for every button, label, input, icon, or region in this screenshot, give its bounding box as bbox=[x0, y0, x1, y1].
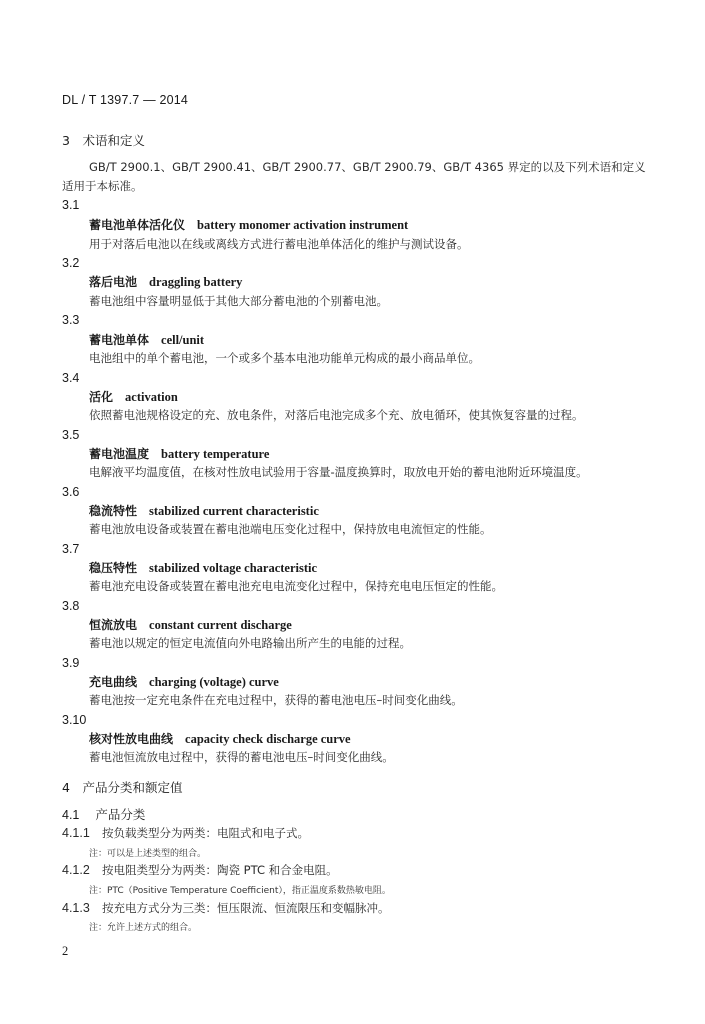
term-number: 3.1 bbox=[62, 198, 80, 212]
term-cn: 蓄电池单体活化仪 bbox=[89, 218, 186, 232]
clause-number: 4.1.1 bbox=[62, 826, 90, 840]
clause-number: 4.1.2 bbox=[62, 863, 90, 877]
term-definition: 电解液平均温度值，在核对性放电试验用于容量-温度换算时，取放电开始的蓄电池附近环境温度。 bbox=[89, 465, 588, 479]
term-en: constant current discharge bbox=[149, 618, 292, 632]
term-cn: 活化 bbox=[89, 390, 114, 404]
section-4-heading: 4 产品分类和额定值 bbox=[62, 780, 183, 795]
term-definition: 蓄电池以规定的恒定电流值向外电路输出所产生的电能的过程。 bbox=[89, 636, 411, 650]
term-en: stabilized voltage characteristic bbox=[149, 561, 318, 575]
term-title bbox=[89, 273, 242, 290]
clause-4-1-2 bbox=[62, 862, 338, 878]
subsection-4-1-heading bbox=[62, 805, 145, 823]
term-title bbox=[89, 730, 351, 747]
term-cn: 稳流特性 bbox=[89, 504, 138, 518]
term-cn: 核对性放电曲线 bbox=[89, 732, 174, 746]
term-title bbox=[89, 388, 178, 405]
term-title bbox=[89, 331, 204, 348]
intro-line-1: GB/T 2900.1、GB/T 2900.41、GB/T 2900.77、GB/T 2900.79、GB/T 4365 界定的以及下列术语和定义 bbox=[89, 160, 646, 174]
clause-4-1-3 bbox=[62, 900, 390, 916]
term-cn: 蓄电池温度 bbox=[89, 447, 150, 461]
term-cn: 充电曲线 bbox=[89, 675, 138, 689]
term-definition: 依照蓄电池规格设定的充、放电条件，对落后电池完成多个充、放电循环，使其恢复容量的过程。 bbox=[89, 408, 584, 422]
clause-number: 4.1.3 bbox=[62, 901, 90, 915]
term-number: 3.10 bbox=[62, 713, 87, 727]
clause-text: 按充电方式分为三类：恒压限流、恒流限压和变幅脉冲。 bbox=[102, 901, 390, 915]
term-number: 3.5 bbox=[62, 428, 80, 442]
term-definition: 电池组中的单个蓄电池，一个或多个基本电池功能单元构成的最小商品单位。 bbox=[89, 351, 480, 365]
note: 注：PTC（Positive Temperature Coefficient），指正温度系数热敏电阻。 bbox=[89, 886, 391, 896]
intro-line-2: 适用于本标准。 bbox=[62, 179, 143, 193]
subsection-title: 产品分类 bbox=[95, 807, 146, 822]
term-en: battery temperature bbox=[161, 447, 270, 461]
term-en: charging (voltage) curve bbox=[149, 675, 279, 689]
term-number: 3.3 bbox=[62, 313, 80, 327]
term-en: battery monomer activation instrument bbox=[197, 218, 409, 232]
note: 注：允许上述方式的组合。 bbox=[89, 923, 198, 933]
clause-text: 按电阻类型分为两类：陶瓷 PTC 和合金电阻。 bbox=[102, 863, 338, 877]
term-number: 3.6 bbox=[62, 485, 80, 499]
term-number: 3.8 bbox=[62, 599, 80, 613]
term-cn: 落后电池 bbox=[89, 275, 138, 289]
term-definition: 蓄电池组中容量明显低于其他大部分蓄电池的个别蓄电池。 bbox=[89, 294, 388, 308]
term-cn: 稳压特性 bbox=[89, 561, 138, 575]
term-title bbox=[89, 445, 269, 462]
term-en: stabilized current characteristic bbox=[149, 504, 319, 518]
term-definition: 蓄电池放电设备或装置在蓄电池端电压变化过程中，保持放电电流恒定的性能。 bbox=[89, 522, 492, 536]
term-en: draggling battery bbox=[149, 275, 243, 289]
term-title bbox=[89, 616, 292, 633]
term-definition: 用于对落后电池以在线或离线方式进行蓄电池单体活化的维护与测试设备。 bbox=[89, 237, 469, 251]
term-definition: 蓄电池充电设备或装置在蓄电池充电电流变化过程中，保持充电电压恒定的性能。 bbox=[89, 579, 503, 593]
note: 注：可以是上述类型的组合。 bbox=[89, 849, 207, 859]
term-cn: 恒流放电 bbox=[89, 618, 138, 632]
clause-text: 按负载类型分为两类：电阻式和电子式。 bbox=[102, 826, 309, 840]
clause-4-1-1 bbox=[62, 825, 309, 841]
page-number: 2 bbox=[62, 944, 69, 958]
term-title bbox=[89, 502, 319, 519]
term-en: capacity check discharge curve bbox=[185, 732, 351, 746]
term-number: 3.7 bbox=[62, 542, 80, 556]
term-en: cell/unit bbox=[161, 333, 205, 347]
term-en: activation bbox=[125, 390, 178, 404]
document-id-header: DL / T 1397.7 — 2014 bbox=[62, 93, 189, 107]
term-definition: 蓄电池按一定充电条件在充电过程中，获得的蓄电池电压–时间变化曲线。 bbox=[89, 693, 463, 707]
term-title bbox=[89, 216, 408, 233]
term-number: 3.4 bbox=[62, 371, 80, 385]
term-title bbox=[89, 673, 279, 690]
term-cn: 蓄电池单体 bbox=[89, 333, 150, 347]
term-definition: 蓄电池恒流放电过程中，获得的蓄电池电压–时间变化曲线。 bbox=[89, 750, 394, 764]
term-title bbox=[89, 559, 317, 576]
subsection-number: 4.1 bbox=[62, 808, 80, 822]
term-number: 3.9 bbox=[62, 656, 80, 670]
term-number: 3.2 bbox=[62, 256, 80, 270]
section-3-heading: 3 术语和定义 bbox=[62, 133, 145, 148]
